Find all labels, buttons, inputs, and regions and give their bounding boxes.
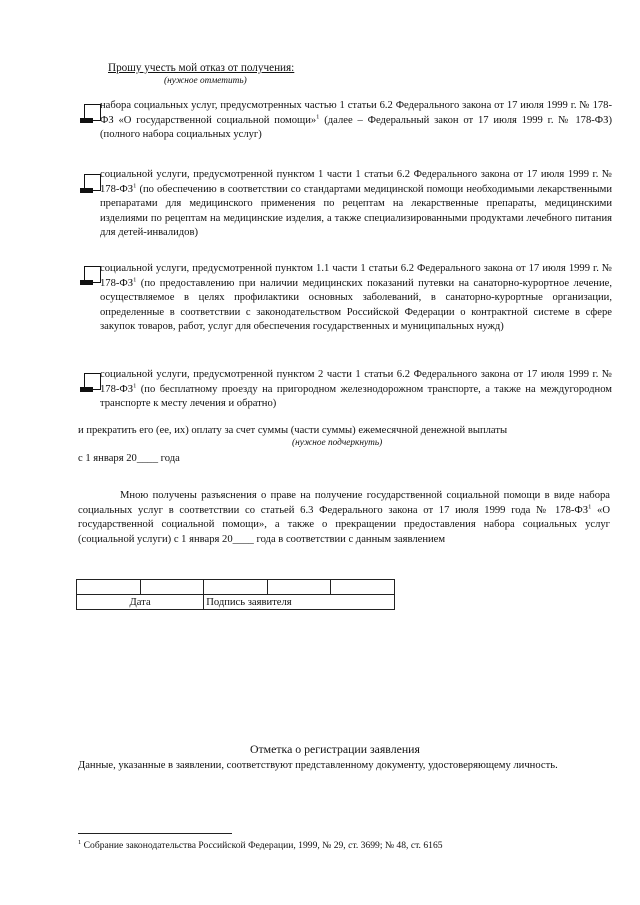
footnote [78,840,443,851]
option-transport-main: социальной услуги, предусмотренной пунктом 2 части 1 статьи 6.2 Федерального закона от 17 июля 1999 г. № 178-ФЗ [100,369,612,395]
option-sanatorium-main: социальной услуги, предусмотренной пунктом 1.1 части 1 статьи 6.2 Федерального закона от 17 июля 1999 г. № 178-ФЗ [100,263,612,289]
request-heading: Прошу учесть мой отказ от получения: [108,62,295,74]
explanation-main: Мною получены разъяснения о праве на получение государственной социальной помощи в виде набора социальных услуг в соответствии со статьей 6.3 Федерального закона от 17 июля 1999 года № 178-ФЗ [78,490,610,516]
signature-cell-b[interactable] [331,580,395,595]
footnote-text: Собрание законодательства Российской Федерации, 1999, № 29, ст. 3699; № 48, ст. 6165 [81,840,443,851]
footnote-divider [78,833,232,834]
option-sanatorium-checkbox[interactable] [84,266,101,283]
option-full-set-rest: (далее – Федеральный закон от 17 июля 1999 г. № 178-ФЗ) (полного набора социальных услуг) [100,114,612,141]
option-transport-rest: (по бесплатному проезду на пригородном железнодорожном транспорте, а также на междугородном транспорте к месту лечения и обратно) [100,383,612,410]
explanation-paragraph [78,489,610,547]
option-transport-checkbox[interactable] [84,373,101,390]
option-full-set-main: набора социальных услуг, предусмотренных частью 1 статьи 6.2 Федерального закона от 17 июля 1999 г. № 178-ФЗ «О государственной социальной помощи» [100,100,612,126]
option-sanatorium-rest: (по предоставлению при наличии медицинских показаний путевки на санаторно-курортное лечение, осуществляемое в целях профилактики основных заболеваний, в санаторно-курортные организации, определенные в соответствии с законодательством Российской Федерации о контрактной системе в сфере закупок товаров, работ, услуг для обеспечения государственных и муниципальных нужд) [100,277,612,333]
signature-table [76,579,395,610]
option-medicines-text [100,168,612,241]
footnote-marker: 1 [78,838,82,846]
footnote-ref: 1 [133,182,137,190]
footnote-ref: 1 [316,113,320,121]
date-year-cell[interactable] [204,580,268,595]
date-day-cell[interactable] [77,580,141,595]
mark-required-note: (нужное отметить) [164,76,247,86]
registration-title: Отметка о регистрации заявления [250,742,420,756]
footnote-ref: 1 [133,382,137,390]
date-month-cell[interactable] [140,580,204,595]
start-date-line: с 1 января 20____ года [78,453,180,464]
explanation-rest: «О государственной социальной помощи», а также о прекращении предоставления набора социальных услуг (социальной услуги) с 1 января 20____ года в соответствии с данным заявлением [78,504,610,545]
signature-label: Подпись заявителя [204,595,395,610]
option-medicines-rest: (по обеспечению в соответствии со стандартами медицинской помощи необходимыми лекарственными препаратами для медицинского применения по рецептам на лекарственные препараты, медицинскими изделиями по рецептам на медицинские изделия, а также специализированными продуктами лечебного питания для детей-инвалидов) [100,183,612,239]
signature-cell-a[interactable] [267,580,331,595]
option-medicines-main: социальной услуги, предусмотренной пунктом 1 части 1 статьи 6.2 Федерального закона от 17 июля 1999 г. № 178-ФЗ [100,169,612,195]
option-full-set-checkbox[interactable] [84,104,101,121]
footnote-ref: 1 [588,503,592,511]
option-medicines-checkbox[interactable] [84,174,101,191]
footnote-ref: 1 [133,276,137,284]
option-transport-text [100,368,612,412]
date-label: Дата [77,595,204,610]
underline-required-note: (нужное подчеркнуть) [292,438,383,448]
option-full-set-text [100,99,612,143]
registration-text: Данные, указанные в заявлении, соответствуют представленному документу, удостоверяющему личность. [78,760,558,771]
termination-line: и прекратить его (ее, их) оплату за счет суммы (части суммы) ежемесячной денежной выплаты [78,425,508,436]
option-sanatorium-text [100,262,612,335]
